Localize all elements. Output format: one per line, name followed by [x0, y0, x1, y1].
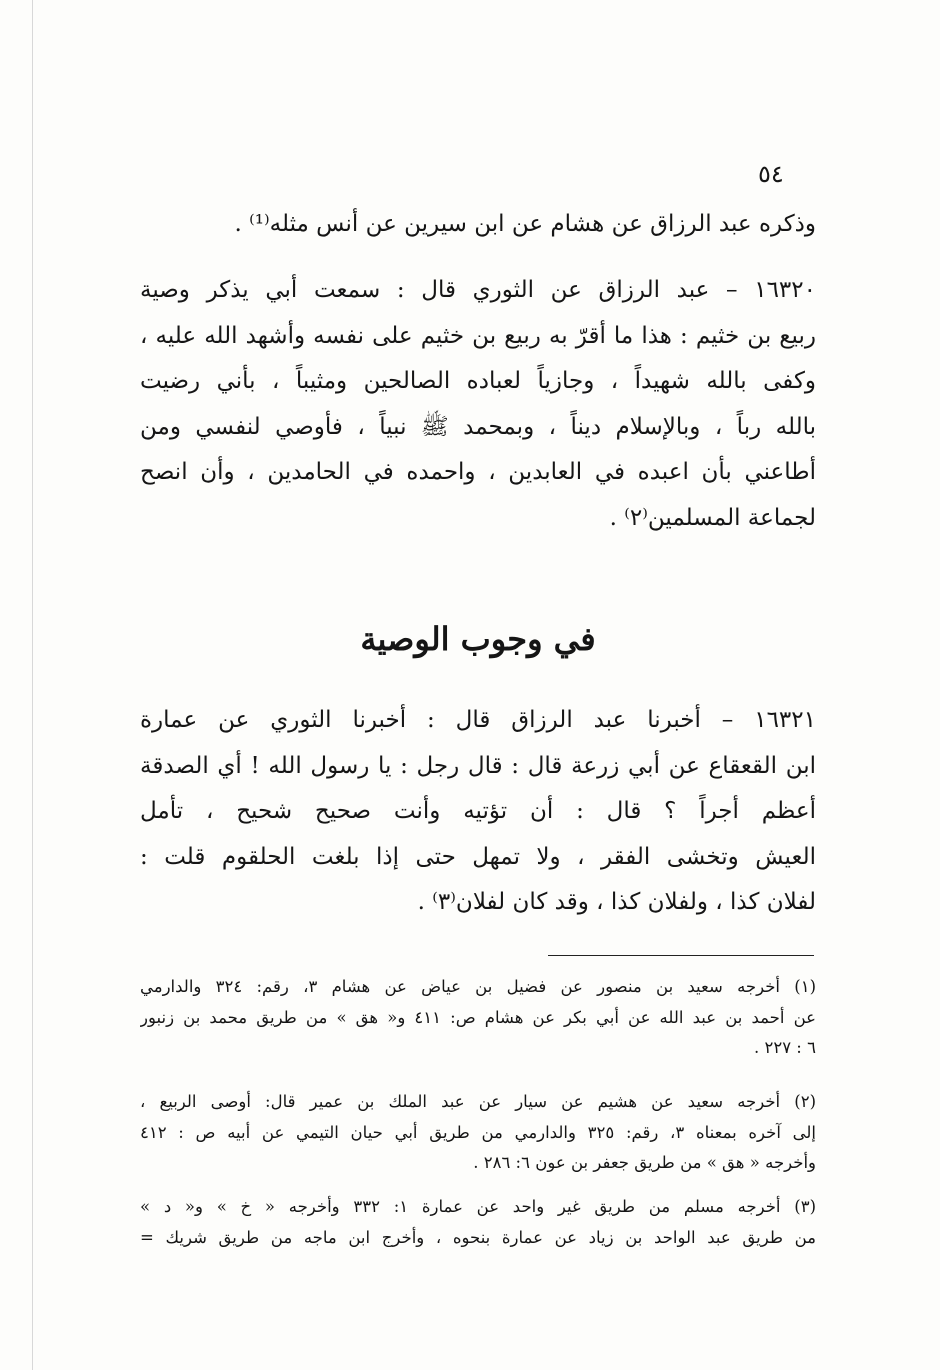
footnote-line: عن أحمد بن عبد الله عن أبي بكر عن هشام ص: ٤١١ و« هق » من طريق محمد بن زنبور	[140, 1007, 816, 1027]
footnote-1	[140, 972, 816, 1064]
footnote-line: ٦ : ٢٢٧ .	[753, 1038, 816, 1057]
text-line: بالله رباً ، وبالإسلام ديناً ، وبمحمد ﷺ نبياً ، فأوصي لنفسي ومن	[140, 413, 816, 440]
text-line: وذكره عبد الرزاق عن هشام عن ابن سيرين عن أنس مثله⁽¹⁾ .	[234, 211, 816, 237]
text-line: العيش وتخشى الفقر ، ولا تمهل حتى إذا بلغت الحلقوم قلت :	[140, 843, 816, 870]
footnote-line: (٣) أخرجه مسلم من طريق غير واحد عن عمارة ١: ٣٣٢ وأخرجه « خ » و« د »	[140, 1197, 816, 1216]
text-line: ١٦٣٢١ – أخبرنا عبد الرزاق قال : أخبرنا الثوري عن عمارة	[140, 707, 816, 733]
footnote-2	[140, 1087, 816, 1179]
page-number: ٥٤	[758, 160, 784, 188]
footnote-3	[140, 1192, 816, 1253]
footnote-separator	[548, 955, 814, 956]
text-line: ١٦٣٢٠ – عبد الرزاق عن الثوري قال : سمعت أبي يذكر وصية	[140, 277, 816, 303]
text-line: ربيع بن خثيم : هذا ما أقرّ به ربيع بن خثيم على نفسه وأشهد الله عليه ،	[140, 322, 816, 349]
footnote-line: (١) أخرجه سعيد بن منصور عن فضيل بن عياض عن هشام ٣، رقم: ٣٢٤ والدارمي	[140, 977, 816, 996]
footnote-line: إلى آخره بمعناه ٣، رقم: ٣٢٥ والدارمي من طريق أبي حيان التيمي عن أبيه ص : ٤١٢	[140, 1122, 816, 1142]
paragraph-1	[140, 202, 816, 248]
footnote-line: من طريق عبد الواحد بن زياد عن عمارة بنحوه ، وأخرج ابن ماجه من طريق شريك =	[140, 1227, 816, 1247]
paragraph-16321	[140, 698, 816, 926]
footnote-line: (٢) أخرجه سعيد عن هشيم عن سيار عن عبد الملك بن عمير قال: أوصى الربيع ،	[140, 1092, 816, 1111]
text-line: أعظم أجراً ؟ قال : أن تؤتيه وأنت صحيح شحيح ، تأمل	[140, 798, 816, 824]
paragraph-16320	[140, 268, 816, 541]
text-line: أطاعني بأن اعبده في العابدين ، واحمده في الحامدين ، وأن انصح	[140, 459, 816, 485]
text-line: ابن القعقاع عن أبي زرعة قال : قال رجل : يا رسول الله ! أي الصدقة	[140, 752, 816, 779]
text-line: لجماعة المسلمين⁽٢⁾ .	[609, 504, 816, 531]
page-edge-line	[32, 0, 33, 1370]
footnote-line: وأخرجه « هق » من طريق جعفر بن عون ٦: ٢٨٦ .	[473, 1153, 816, 1172]
text-line: وكفى بالله شهيداً ، وجازياً لعباده الصالحين ومثيباً ، بأني رضيت	[140, 368, 816, 394]
section-heading: في وجوب الوصية	[360, 620, 596, 658]
text-line: لفلان كذا ، ولفلان كذا ، وقد كان لفلان⁽٣⁾ .	[417, 889, 816, 915]
